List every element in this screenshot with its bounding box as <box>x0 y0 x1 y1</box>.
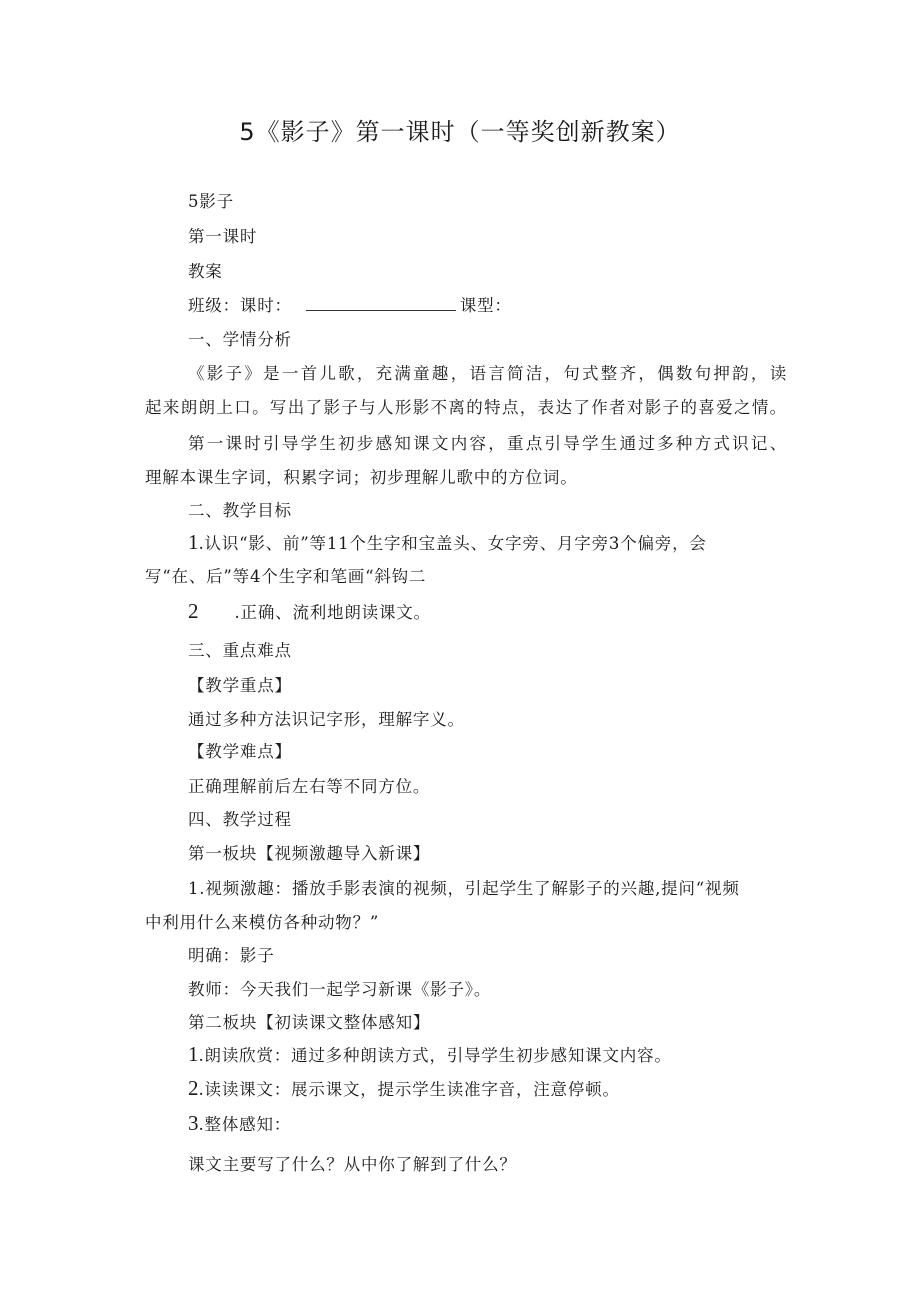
class-label: 班级：课时： <box>188 296 292 315</box>
key-label: 【教学重点】 <box>188 676 292 695</box>
paragraph-line: 第一课时引导学生初步感知课文内容，重点引导学生通过多种方式识记、 <box>188 434 787 453</box>
question-line: 课文主要写了什么？从中你了解到了什么？ <box>188 1155 517 1174</box>
goal-number: 2 <box>188 599 199 623</box>
step-text: .读读课文：展示课文，提示学生读准字音，注意停顿。 <box>198 1080 620 1099</box>
step-number: 3 <box>188 1111 199 1135</box>
key-text: 通过多种方法识记字形，理解字义。 <box>188 710 465 729</box>
teacher-line: 教师：今天我们一起学习新课《影子》。 <box>188 980 492 999</box>
goal-line <box>188 531 793 555</box>
document-title: 5《影子》第一课时（一等奖创新教案） <box>239 118 681 146</box>
goal-text: .正确、流利地朗读课文。 <box>234 603 431 622</box>
step-number: 2 <box>188 1076 199 1100</box>
class-info-line <box>188 295 838 317</box>
blank-field <box>306 296 456 311</box>
paragraph-line: 《影子》是一首儿歌，充满童趣，语言简洁，句式整齐，偶数句押韵，读 <box>188 364 787 383</box>
section-heading: 二、教学目标 <box>188 501 292 520</box>
goal-number: 1 <box>188 530 199 554</box>
step-line: 中利用什么来模仿各种动物？” <box>145 913 380 932</box>
goal-line: 写“在、后”等4个生字和笔画“斜钩二 <box>145 567 427 586</box>
step-line: 1.视频激趣：播放手影表演的视频，引起学生了解影子的兴趣,提问“视频 <box>188 879 740 898</box>
goal-line <box>188 600 838 624</box>
paragraph-line: 起来朗朗上口。写出了影子与人形影不离的特点，表达了作者对影子的喜爱之情。 <box>145 398 787 417</box>
lesson-title: 5影子 <box>188 192 234 211</box>
clarify-line: 明确：影子 <box>188 946 275 965</box>
step-number: 1 <box>188 1042 199 1066</box>
difficulty-label: 【教学难点】 <box>188 742 292 761</box>
section-heading: 三、重点难点 <box>188 641 292 660</box>
lesson-period: 第一课时 <box>188 227 258 246</box>
section-heading: 四、教学过程 <box>188 810 292 829</box>
type-label: 课型： <box>459 296 512 315</box>
section-heading: 一、学情分析 <box>188 330 292 349</box>
doc-type: 教案 <box>188 262 223 281</box>
paragraph-line: 理解本课生字词，积累字词；初步理解儿歌中的方位词。 <box>145 468 578 487</box>
step-line <box>188 1077 838 1101</box>
goal-text: .认识“影、前”等11个生字和宝盖头、女字旁、月字旁3个偏旁，会 <box>198 534 707 553</box>
step-text: .整体感知： <box>198 1115 292 1134</box>
step-line <box>188 1112 838 1136</box>
step-line <box>188 1043 838 1067</box>
block-heading: 第二板块【初读课文整体感知】 <box>188 1013 431 1032</box>
block-heading: 第一板块【视频激趣导入新课】 <box>188 844 431 863</box>
step-text: .朗读欣赏：通过多种朗读方式，引导学生初步感知课文内容。 <box>198 1046 672 1065</box>
difficulty-text: 正确理解前后左右等不同方位。 <box>188 777 431 796</box>
